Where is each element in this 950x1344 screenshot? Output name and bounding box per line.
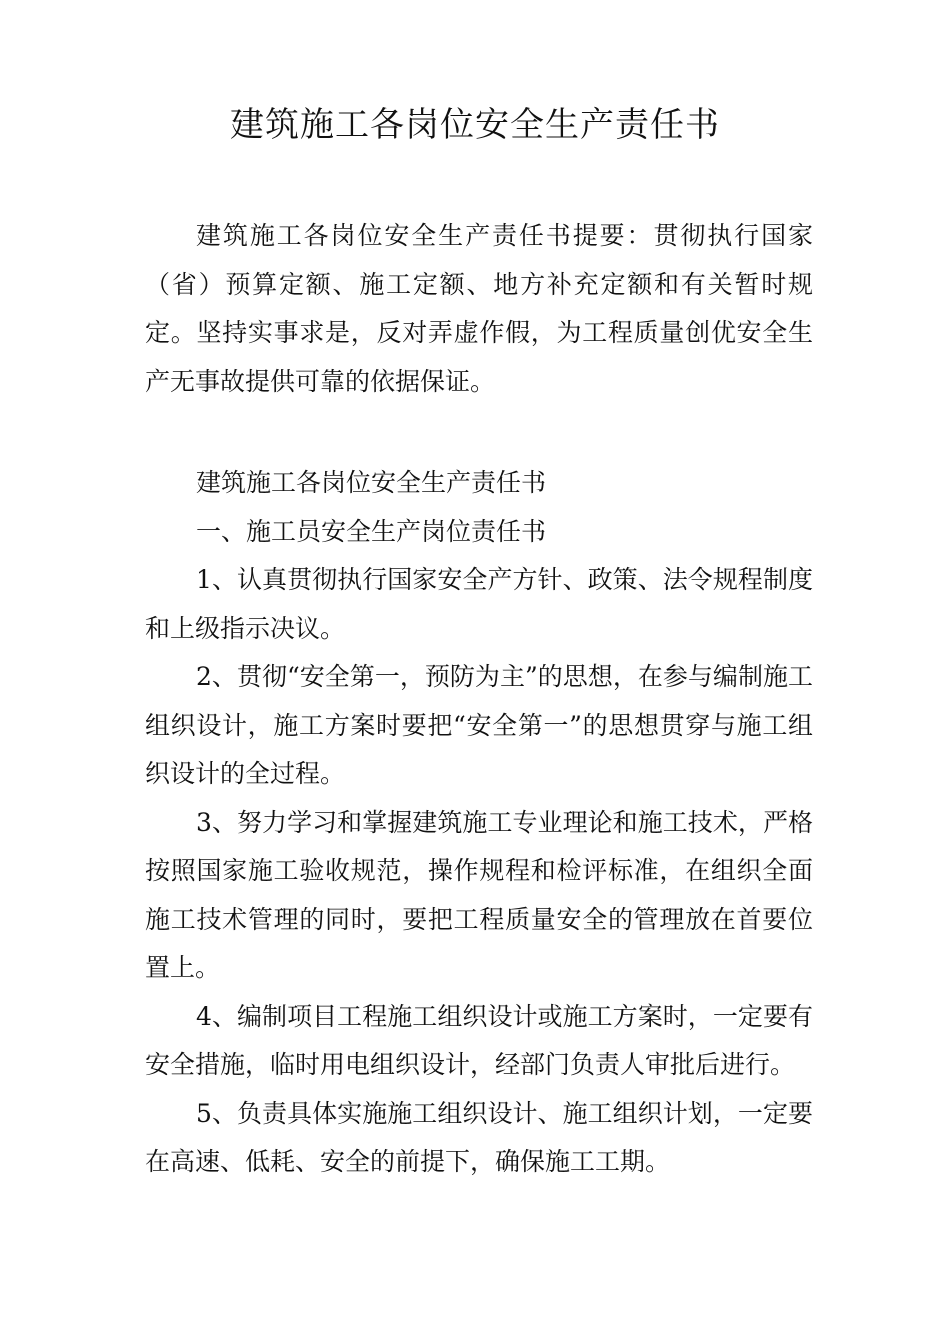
list-item: 3、努力学习和掌握建筑施工专业理论和施工技术，严格按照国家施工验收规范，操作规程和检评标准，在组织全面施工技术管理的同时，要把工程质量安全的管理放在首要位置上。 bbox=[145, 807, 813, 982]
document-title: 建筑施工各岗位安全生产责任书 bbox=[230, 105, 720, 145]
list-item: 1、认真贯彻执行国家安全产方针、政策、法令规程制度和上级指示决议。 bbox=[145, 565, 813, 643]
summary-block bbox=[145, 212, 813, 406]
subsection-heading: 一、施工员安全生产岗位责任书 bbox=[196, 516, 547, 546]
list-item: 5、负责具体实施施工组织设计、施工组织计划，一定要在高速、低耗、安全的前提下，确保施工工期。 bbox=[145, 1098, 813, 1176]
list-item: 2、贯彻“安全第一，预防为主”的思想，在参与编制施工组织设计，施工方案时要把“安全第一”的思想贯穿与施工组织设计的全过程。 bbox=[145, 662, 813, 788]
list-item: 4、编制项目工程施工组织设计或施工方案时，一定要有安全措施，临时用电组织设计，经部门负责人审批后进行。 bbox=[145, 1001, 813, 1079]
summary-paragraph: 建筑施工各岗位安全生产责任书提要：贯彻执行国家（省）预算定额、施工定额、地方补充定额和有关暂时规定。坚持实事求是，反对弄虚作假，为工程质量创优安全生产无事故提供可靠的依据保证。 bbox=[145, 221, 813, 396]
responsibility-section bbox=[145, 459, 813, 1187]
section-heading: 建筑施工各岗位安全生产责任书 bbox=[196, 468, 547, 497]
